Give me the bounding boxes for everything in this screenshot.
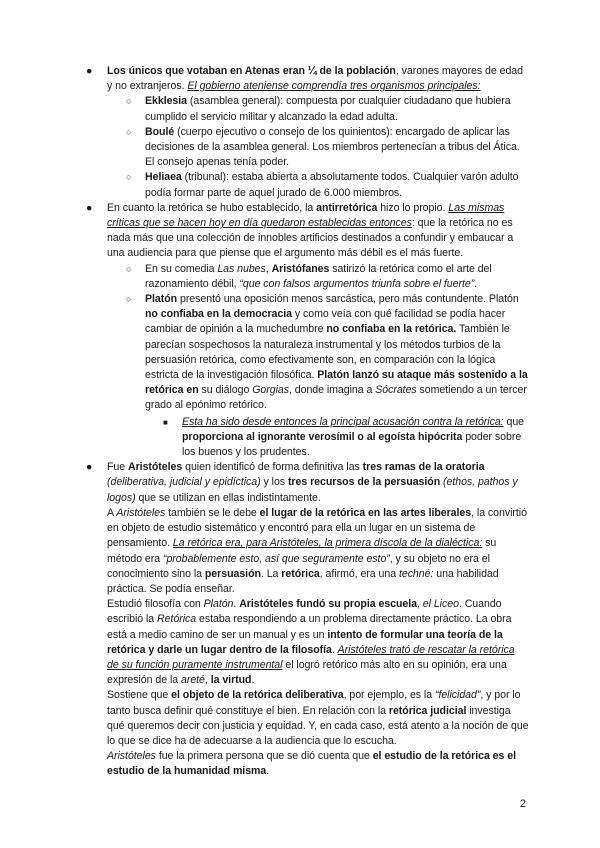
underlined-italic-text: El gobierno ateniense comprendía tres organismos principales: bbox=[187, 80, 481, 93]
bold-text: retórica judicial bbox=[388, 704, 467, 717]
italic-text: Sócrates bbox=[375, 384, 417, 397]
text: investiga qué queremos decir con justicia y equidad. Y, en cada caso, está atento a la noción de que lo que se dice ha de adecuarse a la audiencia que lo escucha. bbox=[107, 704, 529, 747]
bullet-antirhetoric bbox=[86, 201, 529, 460]
text: Fue bbox=[107, 461, 128, 474]
list-item-plato bbox=[126, 292, 529, 414]
text: En su comedia bbox=[145, 262, 218, 275]
text: , y su objeto no era el conocimiento sino la bbox=[107, 552, 490, 580]
bold-text: la virtud bbox=[210, 674, 252, 687]
italic-text: Platón bbox=[203, 598, 234, 611]
text: También le parecían sospechosos la naturaleza instrumental y los métodos turbios de la persuasión retórica, como efectivamente son, en comparación con la lógica estricta de la investigación filosófica. bbox=[145, 323, 510, 382]
bold-text: el lugar de la retórica en las artes liberales bbox=[259, 506, 472, 519]
bold-text: intento de formular una teoría de la retórica y darle un lugar dentro de la filosofía bbox=[107, 628, 503, 656]
text: , y por lo tanto busca definir qué constituye el bien. En relación con la bbox=[107, 689, 521, 717]
bullet-dot-icon: ● bbox=[86, 65, 93, 77]
text: que bbox=[503, 415, 524, 428]
bullet-circle-icon: ○ bbox=[126, 126, 132, 137]
bold-text: antirretórica bbox=[316, 201, 378, 214]
text: su diálogo bbox=[198, 384, 253, 397]
accusation-list bbox=[163, 415, 529, 461]
text: . bbox=[251, 674, 255, 687]
organisms-list bbox=[126, 94, 529, 200]
bullet-circle-icon: ○ bbox=[126, 294, 132, 305]
text: y los bbox=[260, 476, 288, 489]
bold-text: tres ramas de la oratoria bbox=[362, 461, 485, 474]
bold-text: Aristófanes bbox=[271, 262, 330, 275]
bullet-circle-icon: ○ bbox=[126, 263, 132, 274]
text: el logró retórico más alto en su opinión, era una expresión de la bbox=[107, 658, 507, 687]
text: fue la primera persona que se dió cuenta que bbox=[155, 750, 373, 763]
document-body bbox=[86, 64, 529, 780]
text: . bbox=[331, 643, 338, 656]
bold-text: proporciona al ignorante verosímil o al egoísta hipócrita bbox=[182, 430, 463, 443]
bullet-square-icon: ■ bbox=[163, 417, 168, 427]
list-item-boule bbox=[126, 125, 529, 171]
paragraph-athens-voters bbox=[107, 64, 529, 94]
text: Sostiene que bbox=[107, 689, 172, 702]
list-item-accusation bbox=[163, 415, 529, 461]
italic-text: Aristóteles bbox=[107, 750, 156, 763]
bold-text: tres recursos de la persuasión bbox=[287, 476, 441, 489]
italic-text: Aristóteles bbox=[116, 506, 166, 519]
text: (cuerpo ejecutivo o consejo de los quinientos): encargado de aplicar las decisiones de la asamblea general. Los miembros pertenecían a tribus del Ática. El consejo apenas tenía poder. bbox=[145, 125, 520, 169]
critics-list bbox=[126, 262, 529, 414]
text: Estudió filosofía con bbox=[107, 598, 204, 611]
bullet-athens-voters bbox=[86, 64, 529, 201]
text: su método era bbox=[107, 537, 497, 565]
text: , bbox=[417, 598, 423, 611]
text: . bbox=[233, 598, 240, 611]
bold-text: retórica bbox=[281, 567, 320, 580]
bold-text: Ekklesia bbox=[145, 95, 188, 108]
bold-text: el objeto de la retórica deliberativa bbox=[171, 689, 344, 702]
text: (asamblea general): compuesta por cualquier ciudadano que hubiera cumplido el servicio militar y alcanzado la edad adulta. bbox=[145, 95, 511, 123]
text: . Cuando escribió la bbox=[107, 598, 502, 626]
text: sometiendo a un tercer grado al epónimo retórico. bbox=[145, 384, 527, 412]
bold-text: persuasión bbox=[204, 567, 261, 580]
paragraph-aristotle-branches bbox=[107, 460, 529, 506]
bullet-dot-icon: ● bbox=[86, 201, 93, 214]
text: , por ejemplo, es la bbox=[343, 689, 435, 702]
bold-text: Aristóteles fundó su propia escuela bbox=[239, 598, 417, 611]
page-number: 2 bbox=[519, 798, 526, 810]
italic-text: Las nubes bbox=[217, 262, 266, 275]
paragraph-lyceum bbox=[107, 597, 529, 688]
paragraph-antirhetoric bbox=[107, 201, 529, 262]
text: , varones mayores de edad y no extranjeros. bbox=[107, 65, 523, 93]
italic-text: techné: bbox=[398, 567, 434, 580]
underlined-italic-text: Aristóteles trató de rescatar la retórica de su función puramente instrumental bbox=[107, 643, 515, 671]
text: que se utilizan en ellas indistintamente. bbox=[135, 491, 321, 504]
bold-text: Platón lanzó su ataque más sostenido a la retórica en bbox=[145, 369, 528, 397]
italic-text: areté bbox=[181, 674, 205, 687]
text: hizo lo propio. bbox=[377, 201, 449, 214]
text: , afirmó, era una bbox=[319, 567, 399, 580]
text: , bbox=[204, 674, 211, 687]
text: . bbox=[266, 765, 270, 778]
bold-text: Boulé bbox=[145, 125, 175, 138]
bold-text: Platón bbox=[145, 293, 178, 306]
bold-text: Los únicos que votaban en Atenas eran ¼ de la población bbox=[107, 65, 396, 77]
text: presentó una oposición menos sarcástica, pero más contundente. Platón bbox=[177, 293, 519, 306]
paragraph-humanity bbox=[107, 749, 529, 779]
bold-text: Aristóteles bbox=[128, 461, 183, 474]
bullet-dot-icon: ● bbox=[86, 461, 93, 474]
paragraph-deliberative bbox=[107, 688, 529, 749]
bold-text: no confiaba en la retórica. bbox=[326, 323, 457, 336]
text: también se le debe bbox=[165, 506, 260, 519]
text: En cuanto la retórica se hubo establecido, la bbox=[107, 201, 317, 214]
bold-text: el estudio de la retórica es el estudio de la humanidad misma bbox=[107, 750, 516, 778]
italic-text: (deliberativa, judicial y epidíctica) bbox=[107, 476, 261, 489]
italic-text: el Liceo bbox=[422, 598, 459, 611]
text: satirizó la retórica como el arte del razonamiento débil, bbox=[145, 262, 492, 290]
text: quien identificó de forma definitiva las bbox=[182, 461, 363, 474]
italic-text: “felicidad” bbox=[434, 689, 481, 702]
italic-text: Gorgias bbox=[252, 384, 289, 397]
text: : que la retórica no es nada más que una colección de innobles artificios destinados a confundir y embaucar a una audiencia para que piense que el argumento más débil es el más fuerte. bbox=[107, 217, 514, 260]
text: poder sobre los buenos y los prudentes. bbox=[182, 430, 522, 459]
italic-text: Retórica bbox=[157, 613, 197, 626]
bold-text: no confiaba en la democracia bbox=[145, 308, 292, 321]
underlined-italic-text: Esta ha sido desde entonces la principal acusación contra la retórica: bbox=[182, 415, 504, 428]
text: . bbox=[474, 277, 478, 290]
text: (tribunal): estaba abierta a absolutamente todos. Cualquier varón adulto podía formar parte de aquel jurado de 6.000 miembros. bbox=[145, 171, 519, 199]
text: , donde imagina a bbox=[288, 384, 376, 397]
italic-text: (ethos, pathos y logos) bbox=[107, 476, 518, 504]
underlined-italic-text: Las mismas críticas que se hacen hoy en día quedaron establecidas entonces bbox=[107, 201, 505, 230]
bullet-circle-icon: ○ bbox=[126, 96, 132, 107]
italic-text: “que con falsos argumentos triunfa sobre el fuerte” bbox=[239, 277, 475, 290]
text: , la convirtió en objeto de estudio sistemático y encontró para ella un lugar en un sistema de pensamiento. bbox=[107, 506, 527, 550]
paragraph-liberal-arts bbox=[107, 506, 529, 597]
bullet-aristotle bbox=[86, 460, 529, 779]
text: estaba respondiendo a un problema directamente práctico. La obra está a medio camino de ser un manual y es un bbox=[107, 613, 512, 641]
list-item-ekklesia bbox=[126, 94, 529, 124]
text: . La bbox=[260, 567, 282, 580]
text: una habilidad práctica. Se podía enseñar. bbox=[107, 567, 499, 595]
bold-text: Heliaea bbox=[145, 171, 182, 184]
text: y como veía con qué facilidad se podía hacer cambiar de opinión a la muchedumbre bbox=[145, 308, 506, 336]
list-item-aristophanes bbox=[126, 262, 529, 292]
bullet-circle-icon: ○ bbox=[126, 172, 132, 183]
italic-text: “probablemente esto, así que seguramente esto” bbox=[162, 552, 390, 565]
underlined-italic-text: La retórica era, para Aristóteles, la primera díscola de la dialéctica: bbox=[172, 537, 483, 550]
text: A bbox=[107, 506, 117, 519]
list-item-heliaea bbox=[126, 170, 529, 200]
text: , bbox=[265, 262, 272, 275]
